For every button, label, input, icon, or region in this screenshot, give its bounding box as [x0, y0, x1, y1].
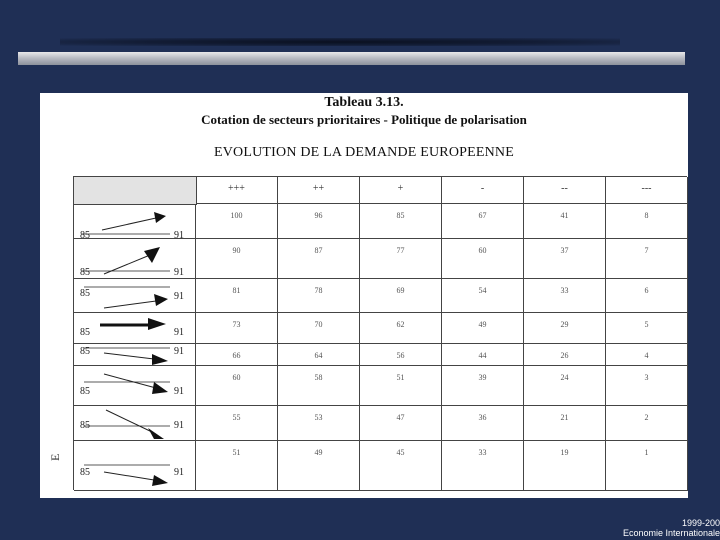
value-cell	[196, 239, 278, 278]
year-start: 85	[80, 288, 90, 299]
value: 73	[232, 320, 241, 329]
trend-arrow-cell	[74, 406, 196, 440]
value: 6	[644, 286, 649, 295]
header-bar	[18, 52, 685, 65]
value: 62	[396, 320, 405, 329]
value-cell	[606, 239, 688, 278]
value: 24	[560, 373, 569, 382]
trend-arrow-cell	[74, 313, 196, 343]
table-row	[74, 406, 688, 441]
side-label: E	[48, 453, 62, 461]
value: 53	[314, 413, 323, 422]
value: 39	[478, 373, 487, 382]
trend-arrow-cell	[74, 441, 196, 490]
value: 77	[396, 246, 405, 255]
value: 96	[314, 211, 323, 220]
value: 47	[396, 413, 405, 422]
value-cell	[442, 366, 524, 405]
value: 85	[396, 211, 405, 220]
trend-arrow-cell	[74, 279, 196, 312]
value: 19	[560, 448, 569, 457]
column-header: ---	[606, 177, 688, 204]
value-cell	[524, 313, 606, 343]
value-cell	[442, 239, 524, 278]
year-end: 91	[174, 291, 184, 302]
value: 90	[232, 246, 241, 255]
value: 64	[314, 351, 323, 360]
table-document	[40, 93, 688, 498]
value: 33	[560, 286, 569, 295]
top-shadow	[60, 38, 620, 46]
year-start: 85	[80, 267, 90, 278]
value: 78	[314, 286, 323, 295]
value-cell	[360, 344, 442, 365]
value-cell	[442, 279, 524, 312]
value: 29	[560, 320, 569, 329]
value: 2	[644, 413, 649, 422]
value: 44	[478, 351, 487, 360]
section-title: EVOLUTION DE LA DEMANDE EUROPEENNE	[214, 145, 514, 160]
value-cell	[360, 313, 442, 343]
value-cell	[524, 239, 606, 278]
value-cell	[360, 366, 442, 405]
year-start: 85	[80, 327, 90, 338]
value-cell	[360, 441, 442, 490]
value-cell	[524, 366, 606, 405]
value: 49	[314, 448, 323, 457]
trend-arrow-cell	[74, 239, 196, 278]
year-start: 85	[80, 386, 90, 397]
header-corner-cell	[74, 177, 197, 205]
value: 81	[232, 286, 241, 295]
year-end: 91	[174, 346, 184, 357]
value-cell	[196, 279, 278, 312]
year-end: 91	[174, 327, 184, 338]
year-end: 91	[174, 230, 184, 241]
column-header: +	[360, 177, 442, 204]
value: 87	[314, 246, 323, 255]
footer-years: 1999-200	[681, 518, 720, 528]
value-cell	[606, 204, 688, 238]
column-header: --	[524, 177, 606, 204]
table-subtitle: Cotation de secteurs prioritaires - Politique de polarisation	[201, 112, 527, 127]
year-start: 85	[80, 346, 90, 357]
value-cell	[524, 204, 606, 238]
data-table	[73, 176, 687, 490]
value: 51	[232, 448, 241, 457]
column-header: +++	[196, 177, 278, 204]
footer-course: Economie Internationale	[622, 528, 720, 538]
year-end: 91	[174, 267, 184, 278]
year-end: 91	[174, 386, 184, 397]
trend-arrow-cell	[74, 204, 196, 241]
value-cell	[196, 313, 278, 343]
value: 5	[644, 320, 649, 329]
value-cell	[524, 441, 606, 490]
value-cell	[360, 204, 442, 238]
value-cell	[196, 441, 278, 490]
column-header: ++	[278, 177, 360, 204]
value-cell	[524, 344, 606, 365]
value-cell	[442, 204, 524, 238]
value-cell	[442, 441, 524, 490]
value: 36	[478, 413, 487, 422]
value-cell	[278, 204, 360, 238]
value: 60	[478, 246, 487, 255]
value: 51	[396, 373, 405, 382]
value: 1	[644, 448, 649, 457]
table-row	[74, 344, 688, 366]
value-cell	[606, 279, 688, 312]
table-row	[74, 313, 688, 344]
column-header: -	[442, 177, 524, 204]
value: 66	[232, 351, 241, 360]
value: 7	[644, 246, 649, 255]
value-cell	[278, 279, 360, 312]
year-start: 85	[80, 230, 90, 241]
table-row	[74, 204, 688, 239]
year-end: 91	[174, 467, 184, 478]
value-cell	[278, 441, 360, 490]
value: 67	[478, 211, 487, 220]
value: 49	[478, 320, 487, 329]
value: 21	[560, 413, 569, 422]
table-row	[74, 279, 688, 313]
year-end: 91	[174, 420, 184, 431]
value-cell	[606, 366, 688, 405]
table-title: Tableau 3.13.	[324, 95, 404, 110]
table-row	[74, 239, 688, 279]
value-cell	[196, 204, 278, 238]
value-cell	[442, 344, 524, 365]
value: 33	[478, 448, 487, 457]
value: 4	[644, 351, 649, 360]
trend-arrow-cell	[74, 344, 196, 365]
trend-arrow-cell	[74, 366, 196, 405]
value: 37	[560, 246, 569, 255]
value: 55	[232, 413, 241, 422]
value: 60	[232, 373, 241, 382]
value-cell	[278, 313, 360, 343]
value: 70	[314, 320, 323, 329]
year-start: 85	[80, 467, 90, 478]
value-cell	[196, 344, 278, 365]
trend-arrow-icon	[74, 441, 196, 491]
value-cell	[606, 406, 688, 440]
value-cell	[606, 441, 688, 490]
value-cell	[524, 406, 606, 440]
year-start: 85	[80, 420, 90, 431]
value: 3	[644, 373, 649, 382]
value-cell	[360, 239, 442, 278]
value-cell	[278, 366, 360, 405]
value-cell	[278, 239, 360, 278]
value: 58	[314, 373, 323, 382]
table-row	[74, 366, 688, 406]
value-cell	[606, 344, 688, 365]
value-cell	[524, 279, 606, 312]
footer	[600, 518, 720, 538]
value-cell	[196, 406, 278, 440]
table-row	[74, 441, 688, 491]
value: 100	[230, 211, 243, 220]
value: 41	[560, 211, 569, 220]
value-cell	[278, 344, 360, 365]
value: 56	[396, 351, 405, 360]
value: 26	[560, 351, 569, 360]
value: 45	[396, 448, 405, 457]
value: 54	[478, 286, 487, 295]
value-cell	[360, 406, 442, 440]
value-cell	[196, 366, 278, 405]
value-cell	[442, 406, 524, 440]
value-cell	[360, 279, 442, 312]
value-cell	[606, 313, 688, 343]
value: 69	[396, 286, 405, 295]
value-cell	[442, 313, 524, 343]
value: 8	[644, 211, 649, 220]
value-cell	[278, 406, 360, 440]
